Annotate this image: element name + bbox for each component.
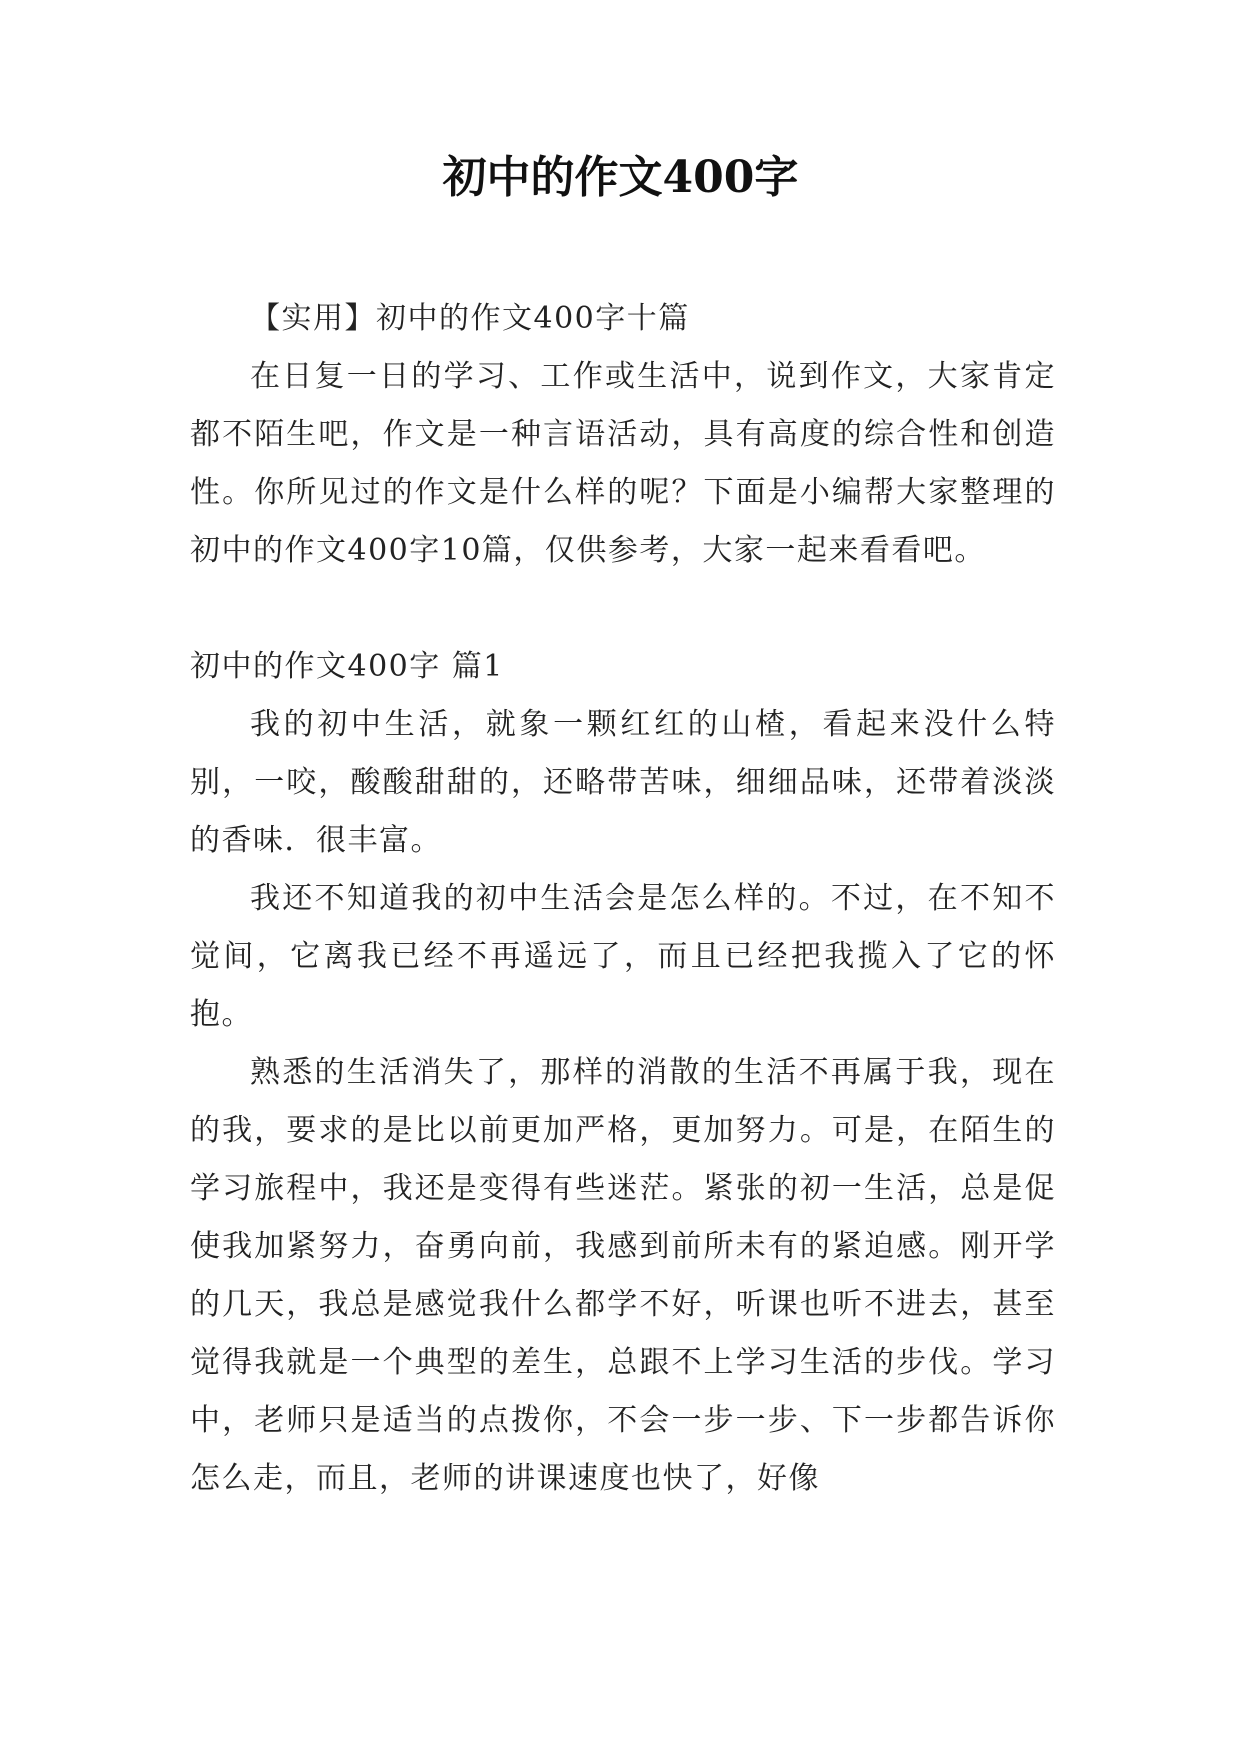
intro-paragraph: 在日复一日的学习、工作或生活中，说到作文，大家肯定都不陌生吧，作文是一种言语活动，具有高度的综合性和创造性。你所见过的作文是什么样的呢？下面是小编帮大家整理的初中的作文400字10篇，仅供参考，大家一起来看看吧。: [190, 359, 1056, 568]
document-title: 初中的作文400字: [442, 152, 799, 203]
body-paragraph: 我还不知道我的初中生活会是怎么样的。不过，在不知不觉间，它离我已经不再遥远了，而且已经把我揽入了它的怀抱。: [190, 881, 1056, 1032]
body-paragraph: 我的初中生活，就象一颗红红的山楂，看起来没什么特别，一咬，酸酸甜甜的，还略带苦味，细细品味，还带着淡淡的香味．很丰富。: [190, 707, 1056, 858]
document-body: [190, 290, 1056, 1508]
document-subtitle: 【实用】初中的作文400字十篇: [250, 301, 690, 336]
body-paragraph: 熟悉的生活消失了，那样的消散的生活不再属于我，现在的我，要求的是比以前更加严格，更加努力。可是，在陌生的学习旅程中，我还是变得有些迷茫。紧张的初一生活，总是促使我加紧努力，奋勇向前，我感到前所未有的紧迫感。刚开学的几天，我总是感觉我什么都学不好，听课也听不进去，甚至觉得我就是一个典型的差生，总跟不上学习生活的步伐。学习中，老师只是适当的点拨你，不会一步一步、下一步都告诉你怎么走，而且，老师的讲课速度也快了，好像: [190, 1055, 1056, 1496]
section-heading: 初中的作文400字 篇1: [190, 649, 504, 684]
